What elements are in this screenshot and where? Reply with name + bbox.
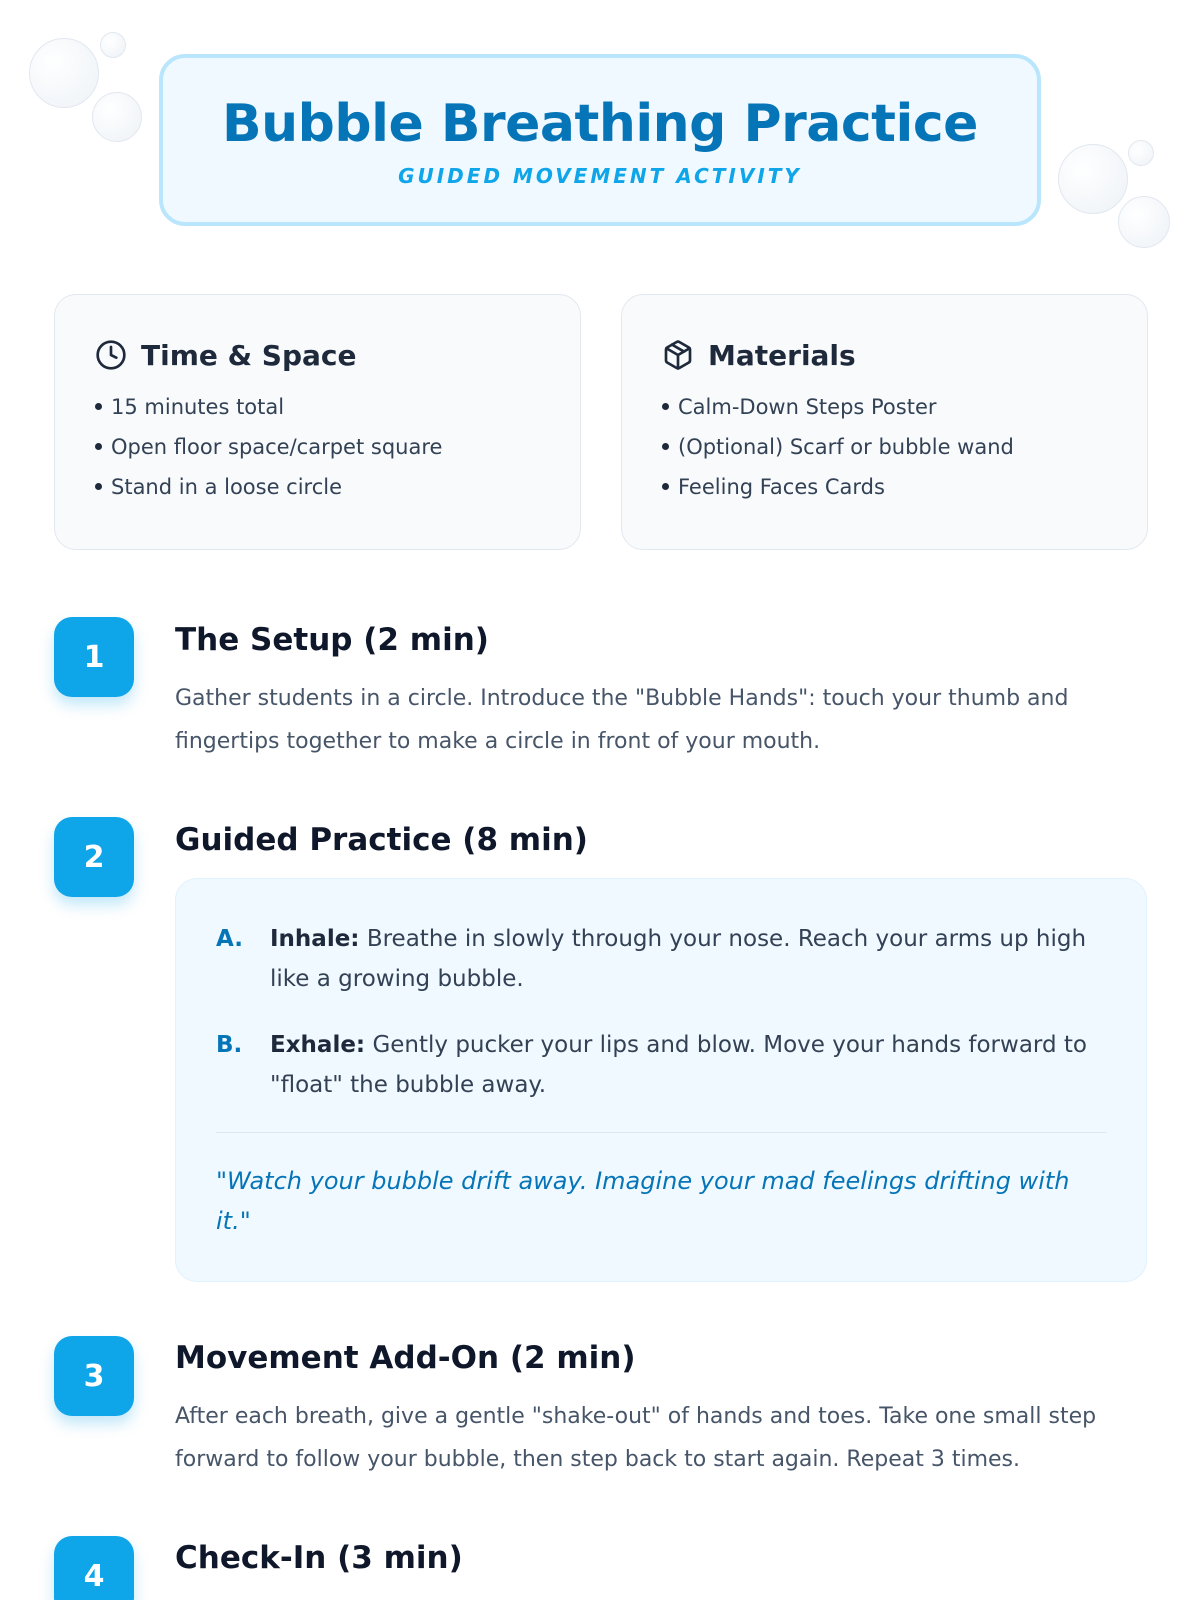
divider [216, 1132, 1106, 1133]
page-subtitle: GUIDED MOVEMENT ACTIVITY [398, 164, 802, 188]
time-space-card [54, 294, 581, 550]
step-description: After each breath, give a gentle "shake-out" of hands and toes. Take one small step forward to follow your bubble, then step back to start again. Repeat 3 times. [175, 1404, 1097, 1472]
step-title: Movement Add-On (2 min) [175, 1340, 636, 1376]
practice-quote: "Watch your bubble drift away. Imagine your mad feelings drifting with it." [216, 1167, 1070, 1235]
bubble-decoration [92, 92, 142, 142]
step-number-badge: 4 [54, 1536, 134, 1600]
list-item: Stand in a loose circle [95, 467, 540, 507]
practice-item-text: Breathe in slowly through your nose. Reach your arms up high like a growing bubble. [270, 926, 1087, 992]
step-title: The Setup (2 min) [175, 622, 489, 658]
materials-heading [662, 337, 1107, 373]
practice-item-body [270, 1025, 1108, 1105]
materials-card [621, 294, 1148, 550]
page-title: Bubble Breathing Practice [222, 94, 978, 154]
clock-icon [95, 339, 127, 371]
header-card [159, 54, 1041, 226]
bubble-decoration [1128, 140, 1154, 166]
practice-item-letter: B. [216, 1032, 243, 1058]
practice-item-text: Gently pucker your lips and blow. Move your hands forward to "float" the bubble away. [270, 1032, 1087, 1098]
practice-item-body [270, 919, 1108, 999]
list-item: Open floor space/carpet square [95, 427, 540, 467]
list-item: 15 minutes total [95, 387, 540, 427]
list-item: Feeling Faces Cards [662, 467, 1107, 507]
practice-item-label: Inhale: [270, 926, 360, 952]
step-number-badge: 2 [54, 817, 134, 897]
time-space-heading [95, 337, 540, 373]
bubble-decoration [1118, 196, 1170, 248]
practice-item-label: Exhale: [270, 1032, 366, 1058]
bubble-decoration [29, 38, 99, 108]
list-item: (Optional) Scarf or bubble wand [662, 427, 1107, 467]
step-number-badge: 3 [54, 1336, 134, 1416]
guided-practice-box [175, 878, 1147, 1282]
list-item: Calm-Down Steps Poster [662, 387, 1107, 427]
time-space-title: Time & Space [141, 338, 357, 372]
step-title: Guided Practice (8 min) [175, 822, 588, 858]
step-number-badge: 1 [54, 617, 134, 697]
practice-item-exhale [216, 1025, 1108, 1105]
bubble-decoration [100, 32, 126, 58]
time-space-list [95, 387, 540, 507]
practice-item-inhale [216, 919, 1108, 999]
box-icon [662, 339, 694, 371]
materials-list [662, 387, 1107, 507]
practice-item-letter: A. [216, 926, 243, 952]
materials-title: Materials [708, 338, 856, 372]
step-title: Check-In (3 min) [175, 1540, 463, 1576]
step-description: Gather students in a circle. Introduce the "Bubble Hands": touch your thumb and fingertips together to make a circle in front of your mouth. [175, 686, 1069, 754]
bubble-decoration [1058, 144, 1128, 214]
